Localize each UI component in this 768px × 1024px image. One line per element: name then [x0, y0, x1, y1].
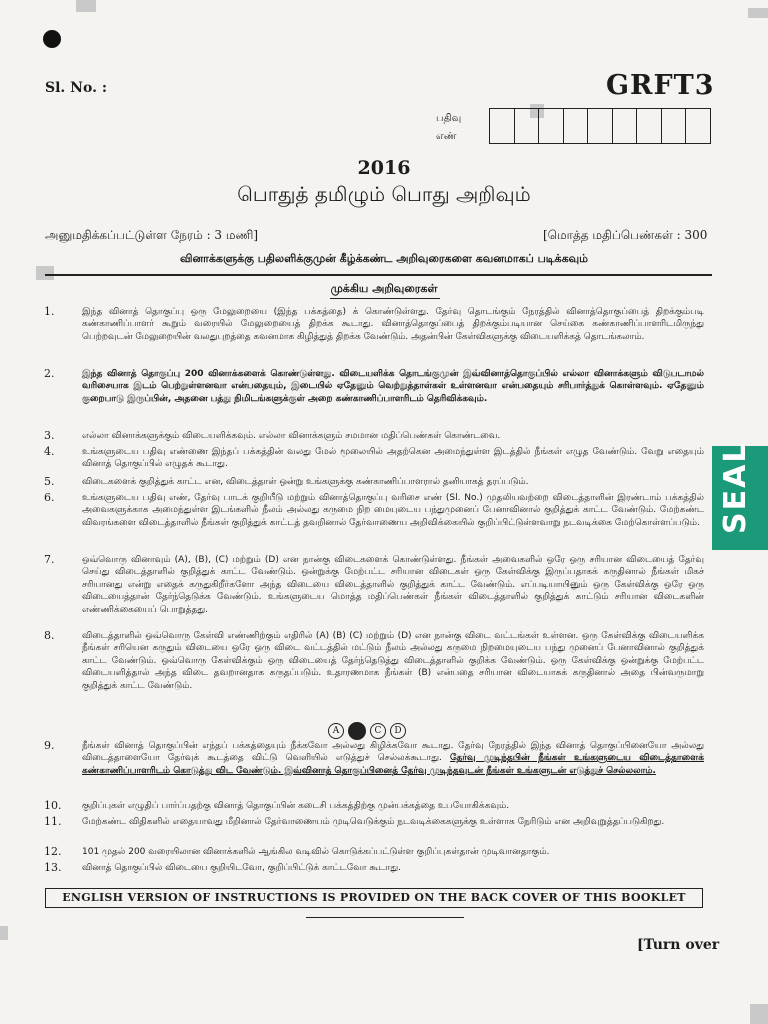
- register-number-label: பதிவு எண்: [436, 113, 462, 142]
- instructions-heading: முக்கிய அறிவுரைகள்: [330, 282, 438, 295]
- punch-mark: [43, 30, 61, 48]
- read-instructions-note: வினாக்களுக்கு பதிலளிக்குமுன் கீழ்க்கண்ட அறிவுரைகளை கவனமாகப் படிக்கவும்: [179, 252, 589, 265]
- booklet-code: GRFT3: [606, 70, 715, 101]
- scan-artifact: [0, 926, 8, 940]
- option-circle-filled: [348, 722, 366, 740]
- serial-number-label: Sl. No. :: [45, 80, 107, 96]
- register-digit-box[interactable]: [564, 109, 589, 143]
- scan-artifact: [36, 266, 54, 280]
- register-number-boxes[interactable]: [489, 108, 711, 144]
- exam-year: 2016: [357, 157, 411, 179]
- scan-artifact: [750, 1004, 768, 1024]
- register-digit-box[interactable]: [588, 109, 613, 143]
- divider: [306, 917, 464, 918]
- register-digit-box[interactable]: [490, 109, 515, 143]
- register-digit-box[interactable]: [515, 109, 540, 143]
- scan-artifact: [748, 8, 768, 18]
- time-allowed: அனுமதிக்கப்பட்டுள்ள நேரம் : 3 மணி]: [45, 228, 259, 242]
- maximum-marks: [மொத்த மதிப்பெண்கள் : 300: [543, 228, 708, 242]
- turn-over-label: [Turn over: [637, 937, 720, 953]
- register-digit-box[interactable]: [539, 109, 564, 143]
- option-circle: C: [370, 723, 386, 739]
- exam-title: பொதுத் தமிழும் பொது அறிவும்: [237, 182, 531, 206]
- important-notice: தேர்வு முடிந்தபின் நீங்கள் உங்களுடைய விடைத்தாளைக் கண்காணிப்பாளரிடம் கொடுத்து விட வேண்டும். இவ்வினாத் தொகுப்பினைத் தேர்வு முடிந்தவுடன் நீங்கள் உங்களுடன் எடுத்துச் செல்லலாம்.: [82, 753, 704, 776]
- option-circle: A: [328, 723, 344, 739]
- register-digit-box[interactable]: [613, 109, 638, 143]
- option-circle: D: [390, 723, 406, 739]
- register-digit-box[interactable]: [637, 109, 662, 143]
- answer-example: [328, 722, 406, 740]
- scan-artifact: [76, 0, 96, 12]
- english-version-note: ENGLISH VERSION OF INSTRUCTIONS IS PROVIDED ON THE BACK COVER OF THIS BOOKLET: [45, 888, 703, 908]
- register-digit-box[interactable]: [686, 109, 710, 143]
- seal-tab[interactable]: [712, 441, 768, 550]
- register-digit-box[interactable]: [662, 109, 687, 143]
- seal-label: SEAL: [718, 441, 753, 534]
- heading-underline: [330, 298, 440, 299]
- divider: [45, 274, 712, 276]
